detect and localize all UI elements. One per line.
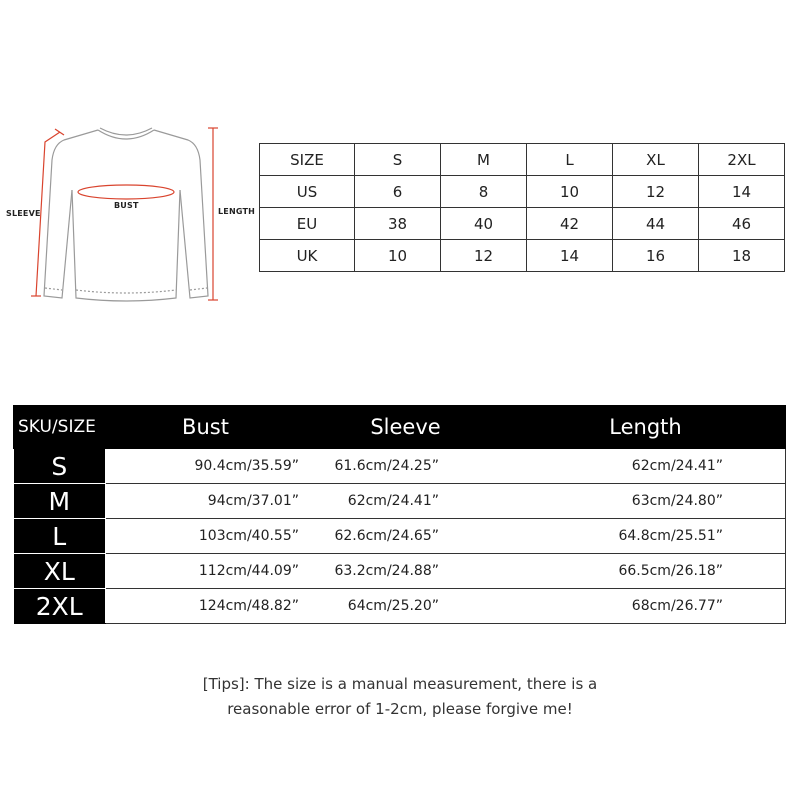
conversion-cell: 38 [355,208,441,240]
bust-label: BUST [114,201,139,210]
length-cell: 64.8cm/25.51” [506,519,786,554]
length-cell: 62cm/24.41” [506,449,786,484]
conversion-header-cell: L [527,144,613,176]
length-cell: 63cm/24.80” [506,484,786,519]
size-conversion-table [259,143,785,272]
conversion-cell: 12 [613,176,699,208]
bust-cell: 103cm/40.55” [106,519,306,554]
conversion-header-row [260,144,785,176]
conversion-cell: 6 [355,176,441,208]
header-sku-size: SKU/SIZE [14,406,106,449]
table-row [14,519,786,554]
bust-cell: 90.4cm/35.59” [106,449,306,484]
conversion-cell: US [260,176,355,208]
size-cell: XL [14,554,106,589]
size-cell: M [14,484,106,519]
table-row [14,554,786,589]
tips-note [0,672,800,722]
sleeve-cell: 62.6cm/24.65” [306,519,506,554]
table-row [14,589,786,624]
tips-line-2: reasonable error of 1-2cm, please forgive me! [227,700,573,718]
conversion-header-cell: XL [613,144,699,176]
conversion-header-cell: 2XL [699,144,785,176]
table-row [14,484,786,519]
tips-line-1: [Tips]: The size is a manual measurement, there is a [202,675,598,693]
sleeve-label: SLEEVE [6,209,41,218]
shirt-outline-icon [0,120,260,320]
length-cell: 66.5cm/26.18” [506,554,786,589]
size-cell: 2XL [14,589,106,624]
conversion-cell: 44 [613,208,699,240]
header-sleeve: Sleeve [306,406,506,449]
conversion-cell: 12 [441,240,527,272]
conversion-cell: 10 [527,176,613,208]
header-bust: Bust [106,406,306,449]
size-cell: S [14,449,106,484]
length-cell: 68cm/26.77” [506,589,786,624]
conversion-cell: 40 [441,208,527,240]
conversion-header-cell: M [441,144,527,176]
size-cell: L [14,519,106,554]
conversion-cell: 10 [355,240,441,272]
conversion-cell: UK [260,240,355,272]
measurement-table [13,405,786,624]
conversion-row-us [260,176,785,208]
conversion-cell: 18 [699,240,785,272]
bust-cell: 94cm/37.01” [106,484,306,519]
conversion-header-cell: SIZE [260,144,355,176]
sleeve-cell: 64cm/25.20” [306,589,506,624]
conversion-cell: 14 [527,240,613,272]
garment-illustration [0,120,260,320]
sleeve-cell: 63.2cm/24.88” [306,554,506,589]
conversion-cell: 46 [699,208,785,240]
length-label: LENGTH [218,207,256,216]
measurement-header-row [14,406,786,449]
conversion-row-uk [260,240,785,272]
sleeve-cell: 62cm/24.41” [306,484,506,519]
conversion-header-cell: S [355,144,441,176]
conversion-cell: 14 [699,176,785,208]
bust-cell: 124cm/48.82” [106,589,306,624]
table-row [14,449,786,484]
sleeve-cell: 61.6cm/24.25” [306,449,506,484]
bust-cell: 112cm/44.09” [106,554,306,589]
conversion-cell: EU [260,208,355,240]
conversion-cell: 42 [527,208,613,240]
conversion-cell: 16 [613,240,699,272]
header-length: Length [506,406,786,449]
conversion-cell: 8 [441,176,527,208]
conversion-row-eu [260,208,785,240]
